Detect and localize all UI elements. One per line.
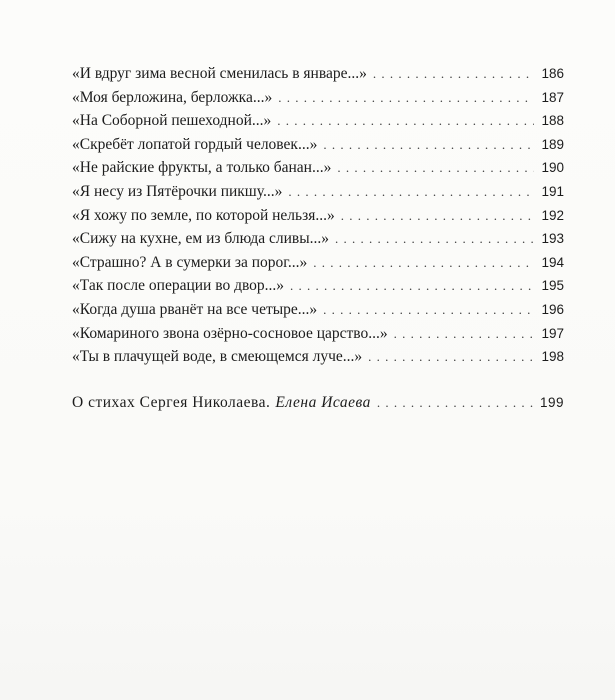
- toc-entry: [72, 298, 564, 322]
- toc-entry-title: «Комариного звона озёрно-сосновое царство...»: [72, 324, 388, 342]
- toc-entry: [72, 204, 564, 228]
- toc-essay-author: Елена Исаева: [275, 393, 371, 411]
- toc-entry-page: 191: [541, 183, 564, 199]
- toc-entry: [72, 156, 564, 180]
- toc-essay-title: О стихах Сергея Николаева.: [72, 393, 271, 411]
- dot-leader: [377, 391, 534, 415]
- toc-entry: [72, 227, 564, 251]
- toc-entry: [72, 109, 564, 133]
- toc-entry-page: 197: [541, 325, 564, 341]
- dot-leader: [288, 180, 534, 204]
- dot-leader: [373, 62, 534, 86]
- toc-entry: [72, 180, 564, 204]
- toc-essay-heading: [72, 391, 377, 415]
- toc-entry: [72, 62, 564, 86]
- toc-entry-page: 186: [541, 66, 564, 81]
- toc-entry-title: «Страшно? А в сумерки за порог...»: [72, 253, 308, 271]
- toc-entry: [72, 133, 564, 157]
- toc-entry: [72, 251, 564, 275]
- toc-entry-page: 187: [541, 89, 564, 105]
- dot-leader: [323, 133, 534, 157]
- toc-entry-page: 188: [541, 113, 564, 129]
- toc-entry-title: «Моя берложина, берложка...»: [72, 88, 273, 106]
- dot-leader: [323, 298, 534, 322]
- toc-entry-page: 195: [541, 278, 564, 294]
- toc-entry: [72, 274, 564, 298]
- dot-leader: [277, 109, 534, 133]
- toc-entry-page: 199: [539, 394, 564, 410]
- toc-entry-page: 194: [541, 254, 564, 270]
- toc-entry-page: 190: [541, 160, 564, 176]
- toc-entry-title: «Я несу из Пятёрочки пикшу...»: [72, 182, 283, 200]
- toc-entry-page: 192: [541, 207, 564, 223]
- toc-entry-title: «На Соборной пешеходной...»: [72, 112, 272, 130]
- toc-entry-title: «Не райские фрукты, а только банан...»: [72, 159, 332, 177]
- toc-entry-essay: [72, 391, 564, 415]
- toc-entry-title: «Сижу на кухне, ем из блюда сливы...»: [72, 230, 330, 248]
- toc-entry-page: 193: [541, 231, 564, 247]
- dot-leader: [290, 274, 534, 298]
- dot-leader: [278, 86, 534, 110]
- toc-entry-page: 198: [541, 349, 564, 365]
- toc-entry: [72, 345, 564, 369]
- dot-leader: [313, 251, 534, 275]
- table-of-contents: [72, 62, 564, 414]
- toc-entry-title: «Я хожу по земле, по которой нельзя...»: [72, 206, 335, 224]
- dot-leader: [394, 322, 534, 346]
- toc-entry-title: «И вдруг зима весной сменилась в январе...»: [72, 65, 367, 82]
- toc-entry-title: «Так после операции во двор...»: [72, 277, 285, 295]
- toc-entry-page: 196: [541, 301, 564, 317]
- dot-leader: [368, 345, 534, 369]
- toc-entry-title: «Когда душа рванёт на все четыре...»: [72, 300, 318, 318]
- dot-leader: [341, 204, 534, 228]
- toc-entry-title: «Скребёт лопатой гордый человек...»: [72, 135, 318, 153]
- toc-entry: [72, 322, 564, 346]
- dot-leader: [335, 227, 534, 251]
- dot-leader: [337, 156, 534, 180]
- toc-entry-title: «Ты в плачущей воде, в смеющемся луче...»: [72, 348, 363, 366]
- toc-entry: [72, 86, 564, 110]
- toc-entry-page: 189: [541, 136, 564, 152]
